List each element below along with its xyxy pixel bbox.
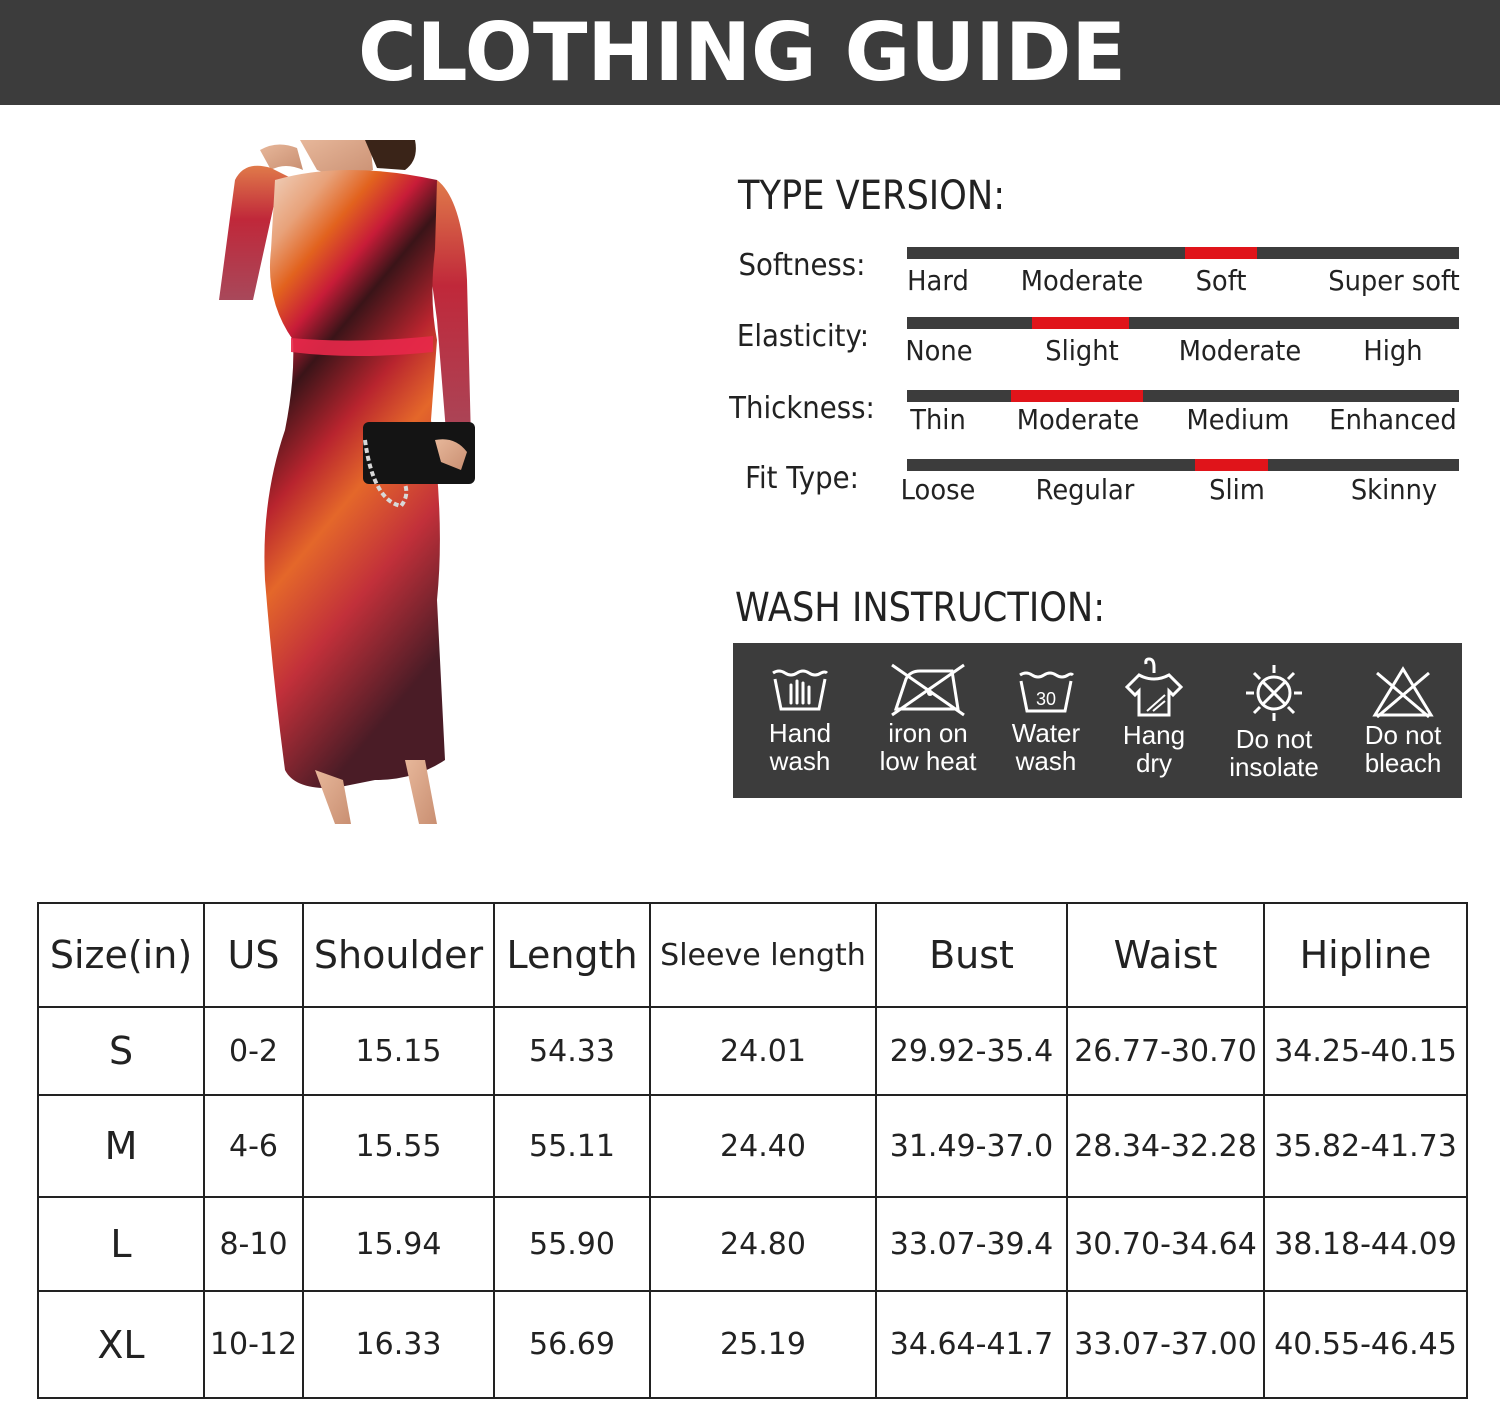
column-header: Length xyxy=(494,903,650,1007)
water-temp-label: 30 xyxy=(1035,689,1057,709)
wash-item-water-wash xyxy=(986,667,1106,797)
size-chart-table xyxy=(37,902,1468,1399)
table-row xyxy=(38,1007,1467,1095)
thickness-scale-bar xyxy=(907,390,1459,402)
table-cell: 0-2 xyxy=(204,1007,303,1095)
iron-low-heat-icon xyxy=(886,661,970,717)
table-header-row xyxy=(38,903,1467,1007)
table-cell: 40.55-46.45 xyxy=(1264,1291,1467,1398)
table-cell: 24.40 xyxy=(650,1095,876,1197)
fit-type-option: Skinny xyxy=(1350,473,1438,506)
softness-option: Moderate xyxy=(1020,264,1144,297)
thickness-option: Medium xyxy=(1186,403,1290,436)
do-not-insolate-icon xyxy=(1242,663,1306,723)
table-cell: 35.82-41.73 xyxy=(1264,1095,1467,1197)
elasticity-option: High xyxy=(1363,334,1423,367)
elasticity-scale-bar xyxy=(907,317,1459,329)
softness-option: Hard xyxy=(907,264,969,297)
table-cell: 55.90 xyxy=(494,1197,650,1291)
header-banner xyxy=(0,0,1500,105)
table-cell: 8-10 xyxy=(204,1197,303,1291)
wash-text: Water wash xyxy=(1011,718,1081,776)
wash-text: Hang dry xyxy=(1122,720,1186,778)
table-row xyxy=(38,1095,1467,1197)
table-cell: 30.70-34.64 xyxy=(1067,1197,1264,1291)
softness-label: Softness: xyxy=(738,248,866,283)
column-header: Sleeve length xyxy=(650,903,876,1007)
table-cell: 16.33 xyxy=(303,1291,494,1398)
table-cell: 54.33 xyxy=(494,1007,650,1095)
table-cell: 28.34-32.28 xyxy=(1067,1095,1264,1197)
elasticity-option: Moderate xyxy=(1178,334,1302,367)
wash-text: Do not bleach xyxy=(1364,720,1442,778)
softness-scale-bar xyxy=(907,247,1459,259)
wash-instruction-panel xyxy=(733,643,1462,798)
fit-type-option: Regular xyxy=(1035,473,1135,506)
thickness-option: Enhanced xyxy=(1329,403,1457,436)
wash-item-hang-dry xyxy=(1094,655,1214,785)
fit-type-scale-bar xyxy=(907,459,1459,471)
table-cell: XL xyxy=(38,1291,204,1398)
wash-item-do-not-insolate xyxy=(1214,663,1334,793)
table-cell: 10-12 xyxy=(204,1291,303,1398)
water-wash-30-icon xyxy=(1016,667,1076,717)
table-cell: 26.77-30.70 xyxy=(1067,1007,1264,1095)
wash-item-do-not-bleach xyxy=(1343,665,1463,795)
wash-instruction-title: WASH INSTRUCTION: xyxy=(735,585,1106,631)
fit-type-row xyxy=(700,458,1480,518)
table-cell: 24.80 xyxy=(650,1197,876,1291)
table-cell: 34.64-41.7 xyxy=(876,1291,1067,1398)
thickness-row xyxy=(700,389,1480,449)
fit-type-label: Fit Type: xyxy=(745,461,859,496)
table-cell: 56.69 xyxy=(494,1291,650,1398)
model-photo xyxy=(205,140,485,824)
wash-text: Do not insolate xyxy=(1229,724,1319,782)
page-title: CLOTHING GUIDE xyxy=(357,5,1127,99)
table-row xyxy=(38,1291,1467,1398)
wash-text: Hand wash xyxy=(768,718,832,776)
table-cell: 24.01 xyxy=(650,1007,876,1095)
column-header: Hipline xyxy=(1264,903,1467,1007)
elasticity-option: Slight xyxy=(1045,334,1119,367)
hang-dry-icon xyxy=(1119,655,1189,719)
table-cell: 31.49-37.0 xyxy=(876,1095,1067,1197)
thickness-option: Moderate xyxy=(1016,403,1140,436)
softness-option: Soft xyxy=(1195,264,1247,297)
table-cell: 29.92-35.4 xyxy=(876,1007,1067,1095)
table-cell: 33.07-39.4 xyxy=(876,1197,1067,1291)
elasticity-highlight xyxy=(1032,317,1129,329)
softness-highlight xyxy=(1185,247,1257,259)
column-header: Shoulder xyxy=(303,903,494,1007)
column-header: Bust xyxy=(876,903,1067,1007)
table-cell: M xyxy=(38,1095,204,1197)
thickness-highlight xyxy=(1011,390,1143,402)
table-cell: L xyxy=(38,1197,204,1291)
softness-option: Super soft xyxy=(1328,264,1460,297)
elasticity-row xyxy=(700,316,1480,376)
table-cell: 15.55 xyxy=(303,1095,494,1197)
type-version-title: TYPE VERSION: xyxy=(738,173,1006,219)
wash-item-iron-low-heat xyxy=(868,661,988,791)
thickness-option: Thin xyxy=(910,403,966,436)
table-cell: 25.19 xyxy=(650,1291,876,1398)
column-header: Size(in) xyxy=(38,903,204,1007)
table-cell: 33.07-37.00 xyxy=(1067,1291,1264,1398)
wash-text: iron on low heat xyxy=(879,718,977,776)
table-row xyxy=(38,1197,1467,1291)
elasticity-option: None xyxy=(905,334,973,367)
table-cell: 4-6 xyxy=(204,1095,303,1197)
do-not-bleach-icon xyxy=(1371,665,1435,719)
thickness-label: Thickness: xyxy=(729,391,875,426)
table-cell: 55.11 xyxy=(494,1095,650,1197)
column-header: US xyxy=(204,903,303,1007)
column-header: Waist xyxy=(1067,903,1264,1007)
elasticity-label: Elasticity: xyxy=(736,319,870,354)
table-cell: 38.18-44.09 xyxy=(1264,1197,1467,1291)
table-cell: 34.25-40.15 xyxy=(1264,1007,1467,1095)
softness-row xyxy=(700,246,1480,306)
table-cell: S xyxy=(38,1007,204,1095)
table-cell: 15.15 xyxy=(303,1007,494,1095)
fit-type-highlight xyxy=(1195,459,1268,471)
hand-wash-icon xyxy=(769,665,831,717)
wash-item-hand-wash xyxy=(740,665,860,795)
fit-type-option: Slim xyxy=(1209,473,1265,506)
fit-type-option: Loose xyxy=(900,473,976,506)
table-cell: 15.94 xyxy=(303,1197,494,1291)
